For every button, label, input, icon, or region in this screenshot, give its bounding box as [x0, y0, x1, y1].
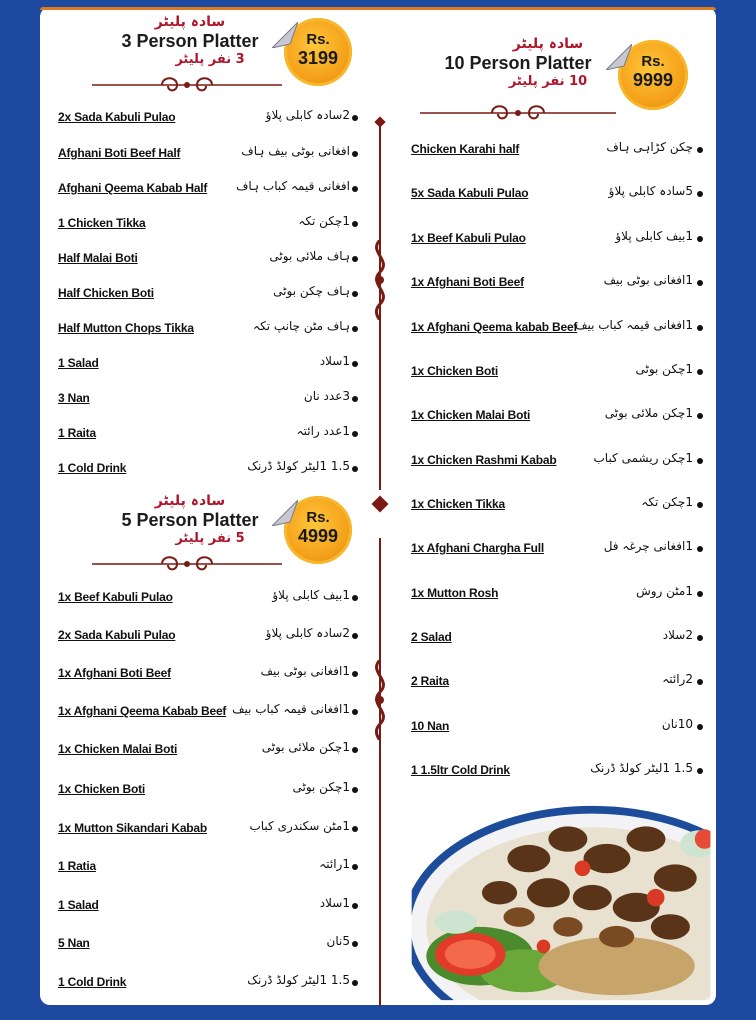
platter3-ornament — [92, 74, 282, 96]
list-item — [411, 541, 703, 561]
item-ur: 1مٹن روش — [636, 584, 693, 598]
list-item — [411, 674, 703, 694]
list-item — [58, 356, 358, 376]
bullet — [352, 864, 358, 870]
divider-scroll-ornament-bottom — [366, 660, 394, 740]
bullet — [697, 147, 703, 153]
list-item — [411, 497, 703, 517]
list-item — [411, 186, 703, 206]
item-en: 1x Chicken Boti — [58, 782, 146, 796]
platter10-rs-label: Rs. — [641, 53, 665, 70]
item-en: 1x Afghani Boti Beef — [411, 275, 524, 289]
list-item — [58, 391, 358, 411]
item-en: 1 Cold Drink — [58, 461, 127, 475]
item-en: Afghani Qeema Kabab Half — [58, 181, 208, 195]
bullet — [697, 635, 703, 641]
list-item — [58, 321, 358, 341]
item-ur: 5سادہ کابلی پلاؤ — [608, 184, 693, 198]
bullet — [352, 115, 358, 121]
bullet — [352, 633, 358, 639]
list-item — [411, 320, 703, 340]
platter3-urdu-title: سادہ پلیٹر — [154, 14, 226, 30]
item-ur: 2سادہ کابلی پلاؤ — [265, 108, 350, 122]
item-ur: 1بیف کابلی پلاؤ — [272, 588, 350, 602]
item-ur: ہاف ملائی بوٹی — [269, 249, 350, 263]
item-en: 3 Nan — [58, 391, 90, 405]
item-ur: افغانی بوٹی بیف ہاف — [241, 144, 350, 158]
item-ur: 2سلاد — [662, 628, 693, 642]
platter3-corner-icon — [272, 22, 298, 48]
bullet — [697, 325, 703, 331]
item-ur: ہاف مٹن چانپ تکہ — [253, 319, 350, 333]
item-ur: 1چکن بوٹی — [292, 780, 350, 794]
bullet — [352, 826, 358, 832]
bullet — [352, 396, 358, 402]
bullet — [697, 413, 703, 419]
platter5-urdu-sub: 5 نفر پلیٹر — [175, 531, 245, 546]
item-en: 1x Afghani Chargha Full — [411, 541, 544, 555]
item-en: 1x Chicken Boti — [411, 364, 499, 378]
item-ur: 1افغانی چرغہ فل — [603, 539, 693, 553]
bullet — [697, 369, 703, 375]
bullet — [352, 256, 358, 262]
item-en: 1 Salad — [58, 356, 99, 370]
item-ur: 1چکن تکہ — [298, 214, 350, 228]
bullet — [697, 502, 703, 508]
bullet — [697, 236, 703, 242]
platter10-header — [418, 36, 618, 90]
item-ur: 1چکن ملائی بوٹی — [604, 406, 693, 420]
item-ur: 1افغانی قیمہ کباب بیف — [232, 702, 350, 716]
platter-food-image — [410, 800, 716, 1005]
list-item — [411, 364, 703, 384]
platter3-rs-label: Rs. — [306, 31, 330, 48]
bullet — [352, 151, 358, 157]
item-en: 2x Sada Kabuli Pulao — [58, 110, 176, 124]
top-border — [40, 7, 716, 10]
bullet — [352, 326, 358, 332]
bullet — [352, 595, 358, 601]
item-en: 1x Chicken Malai Boti — [58, 742, 178, 756]
platter10-list — [411, 142, 703, 782]
item-en: 1x Beef Kabuli Pulao — [411, 231, 526, 245]
bullet — [697, 546, 703, 552]
item-en: Afghani Boti Beef Half — [58, 146, 181, 160]
platter5-list — [58, 590, 358, 990]
item-en: 1x Beef Kabuli Pulao — [58, 590, 173, 604]
bullet — [352, 671, 358, 677]
bullet — [352, 221, 358, 227]
platter5-header — [100, 493, 280, 547]
list-item — [58, 628, 358, 648]
platter3-list — [58, 110, 358, 480]
list-item — [58, 146, 358, 166]
item-en: 10 Nan — [411, 719, 450, 733]
item-en: 1 Raita — [58, 426, 96, 440]
item-ur: 10نان — [661, 717, 693, 731]
item-ur: 1رائتہ — [319, 857, 350, 871]
bullet — [352, 903, 358, 909]
list-item — [58, 859, 358, 879]
list-item — [58, 782, 358, 802]
item-ur: 1سلاد — [319, 354, 350, 368]
item-en: Half Mutton Chops Tikka — [58, 321, 194, 335]
platter3-header — [100, 14, 280, 68]
platter10-urdu-title: سادہ پلیٹر — [512, 36, 584, 52]
list-item — [58, 286, 358, 306]
bullet — [352, 980, 358, 986]
item-ur: 1بیف کابلی پلاؤ — [615, 229, 693, 243]
item-en: 1 Chicken Tikka — [58, 216, 146, 230]
item-ur: 1.5 1لیٹر کولڈ ڈرنک — [247, 973, 350, 987]
list-item — [58, 181, 358, 201]
bullet — [697, 768, 703, 774]
list-item — [58, 704, 358, 724]
item-ur: 1افغانی بوٹی بیف — [260, 664, 350, 678]
platter10-urdu-sub: 10 نفر پلیٹر — [508, 74, 588, 89]
platter3-urdu-sub: 3 نفر پلیٹر — [175, 52, 245, 67]
item-en: 1x Afghani Qeema Kabab Beef — [58, 704, 227, 718]
platter10-corner-icon — [606, 44, 632, 70]
bullet — [697, 724, 703, 730]
bullet — [352, 787, 358, 793]
item-ur: 1چکن تکہ — [641, 495, 693, 509]
item-ur: 1عدد رائتہ — [296, 424, 350, 438]
platter5-urdu-title: سادہ پلیٹر — [154, 493, 226, 509]
platter10-title: 10 Person Platter — [444, 53, 592, 73]
bullet — [352, 186, 358, 192]
item-ur: 1افغانی قیمہ کباب بیف — [575, 318, 693, 332]
list-item — [411, 275, 703, 295]
list-item — [58, 821, 358, 841]
item-ur: 2سادہ کابلی پلاؤ — [265, 626, 350, 640]
item-ur: 1چکن بوٹی — [635, 362, 693, 376]
platter5-rs-label: Rs. — [306, 509, 330, 526]
list-item — [411, 586, 703, 606]
list-item — [58, 590, 358, 610]
bullet — [352, 291, 358, 297]
platter5-corner-icon — [272, 500, 298, 526]
item-en: 1 Ratia — [58, 859, 96, 873]
list-item — [411, 408, 703, 428]
item-en: 2 Salad — [411, 630, 452, 644]
item-en: 1x Mutton Rosh — [411, 586, 499, 600]
list-item — [411, 453, 703, 473]
platter5-price: 4999 — [297, 526, 339, 546]
item-ur: 3عدد نان — [303, 389, 350, 403]
platter5-ornament — [92, 553, 282, 575]
list-item — [411, 630, 703, 650]
platter10-price: 9999 — [632, 70, 674, 90]
list-item — [58, 898, 358, 918]
item-en: 2x Sada Kabuli Pulao — [58, 628, 176, 642]
item-ur: 1سلاد — [319, 896, 350, 910]
bullet — [352, 431, 358, 437]
item-en: 1 Salad — [58, 898, 99, 912]
list-item — [58, 251, 358, 271]
item-en: 1x Afghani Boti Beef — [58, 666, 171, 680]
platter3-price: 3199 — [297, 48, 339, 68]
list-item — [58, 216, 358, 236]
list-item — [411, 763, 703, 783]
item-ur: 1چکن ریشمی کباب — [593, 451, 693, 465]
item-ur: 5نان — [326, 934, 350, 948]
list-item — [58, 461, 358, 481]
list-item — [411, 142, 703, 162]
bullet — [697, 679, 703, 685]
item-ur: چکن کڑاہی ہاف — [606, 140, 693, 154]
list-item — [58, 742, 358, 762]
center-divider-bottom — [379, 538, 381, 1006]
bullet — [697, 191, 703, 197]
platter5-title: 5 Person Platter — [121, 510, 259, 530]
bullet — [352, 466, 358, 472]
item-en: 2 Raita — [411, 674, 449, 688]
item-ur: 1چکن ملائی بوٹی — [261, 740, 350, 754]
item-en: 1x Chicken Tikka — [411, 497, 505, 511]
list-item — [58, 975, 358, 995]
item-en: 1x Chicken Malai Boti — [411, 408, 531, 422]
item-en: Half Malai Boti — [58, 251, 138, 265]
item-ur: ہاف چکن بوٹی — [273, 284, 350, 298]
bullet — [352, 709, 358, 715]
item-en: 1x Afghani Qeema kabab Beef — [411, 320, 578, 334]
item-ur: 1مٹن سکندری کباب — [249, 819, 350, 833]
bullet — [352, 747, 358, 753]
bullet — [697, 280, 703, 286]
list-item — [58, 110, 358, 130]
platter3-title: 3 Person Platter — [121, 31, 259, 51]
list-item — [411, 719, 703, 739]
bullet — [697, 591, 703, 597]
item-ur: افغانی قیمہ کباب ہاف — [235, 179, 350, 193]
item-en: Half Chicken Boti — [58, 286, 154, 300]
divider-scroll-ornament-top — [366, 240, 394, 320]
list-item — [58, 666, 358, 686]
item-en: 1x Chicken Rashmi Kabab — [411, 453, 557, 467]
bullet — [352, 361, 358, 367]
bullet — [352, 941, 358, 947]
list-item — [411, 231, 703, 251]
item-ur: 1.5 1لیٹر کولڈ ڈرنک — [247, 459, 350, 473]
list-item — [58, 426, 358, 446]
item-ur: 2رائتہ — [662, 672, 693, 686]
item-en: 1 1.5ltr Cold Drink — [411, 763, 510, 777]
item-en: 5 Nan — [58, 936, 90, 950]
platter10-ornament — [420, 102, 616, 124]
item-en: 1x Mutton Sikandari Kabab — [58, 821, 208, 835]
item-ur: 1.5 1لیٹر کولڈ ڈرنک — [590, 761, 693, 775]
item-en: Chicken Karahi half — [411, 142, 520, 156]
item-en: 5x Sada Kabuli Pulao — [411, 186, 529, 200]
item-ur: 1افغانی بوٹی بیف — [603, 273, 693, 287]
item-en: 1 Cold Drink — [58, 975, 127, 989]
list-item — [58, 936, 358, 956]
bullet — [697, 458, 703, 464]
